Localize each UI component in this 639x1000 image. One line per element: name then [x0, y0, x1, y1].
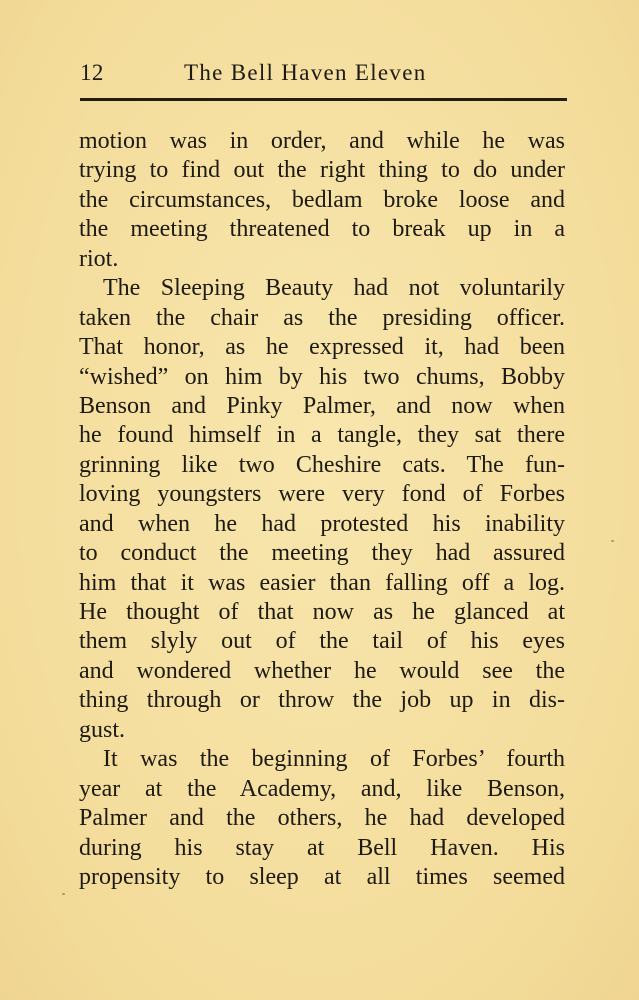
text-line: He thought of that now as he glanced at — [79, 599, 565, 625]
paragraph-start-line: It was the beginning of Forbes’ fourth — [103, 746, 565, 773]
body-text — [79, 127, 565, 892]
text-line: grinning like two Cheshire cats. The fun- — [79, 451, 565, 478]
text-line: the circumstances, bedlam broke loose and — [79, 186, 565, 213]
text-line: and wondered whether he would see the — [79, 657, 565, 684]
text-line: during his stay at Bell Haven. His — [79, 834, 565, 861]
text-line: trying to find out the right thing to do under — [79, 157, 565, 184]
page-number: 12 — [80, 60, 104, 85]
text-line: and when he had protested his inability — [79, 510, 565, 537]
text-line: Palmer and the others, he had developed — [79, 805, 565, 832]
text-line: him that it was easier than falling off a log. — [79, 569, 565, 596]
paragraph-start-line: The Sleeping Beauty had not voluntarily — [103, 275, 565, 302]
text-line: taken the chair as the presiding officer. — [79, 304, 565, 331]
text-line: gust. — [79, 716, 126, 743]
text-line: the meeting threatened to break up in a — [79, 216, 565, 243]
running-title: The Bell Haven Eleven — [184, 60, 427, 85]
page-header — [80, 60, 567, 92]
text-line: Benson and Pinky Palmer, and now when — [79, 392, 565, 419]
text-line: them slyly out of the tail of his eyes — [79, 628, 565, 655]
text-line: year at the Academy, and, like Benson, — [79, 775, 565, 802]
text-line: thing through or throw the job up in dis- — [79, 687, 565, 714]
text-line: propensity to sleep at all times seemed — [79, 863, 565, 890]
text-line: loving youngsters were very fond of Forbes — [79, 481, 565, 508]
text-line: motion was in order, and while he was — [79, 128, 565, 154]
text-line: he found himself in a tangle, they sat there — [79, 422, 565, 449]
paper-speck — [62, 893, 65, 895]
text-line: That honor, as he expressed it, had been — [79, 334, 565, 361]
header-rule — [80, 98, 567, 101]
text-line: “wished” on him by his two chums, Bobby — [79, 363, 565, 390]
paper-speck — [611, 540, 614, 542]
text-line: riot. — [79, 245, 119, 272]
text-line: to conduct the meeting they had assured — [79, 540, 565, 567]
